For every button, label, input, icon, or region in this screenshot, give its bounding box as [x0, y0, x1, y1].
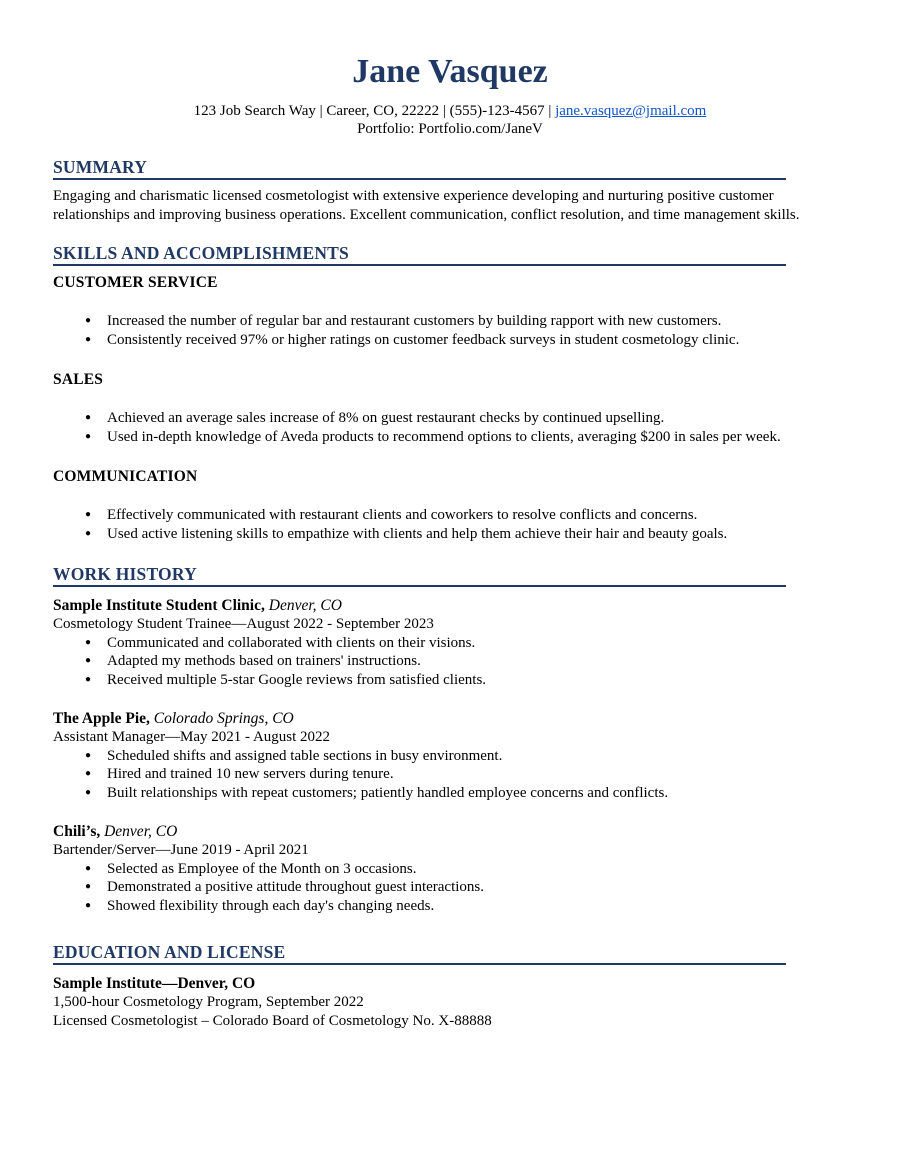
job-title-dates: Assistant Manager—May 2021 - August 2022 — [53, 729, 331, 745]
job-title-dates: Bartender/Server—June 2019 - April 2021 — [53, 842, 309, 858]
skill-group-communication — [53, 468, 847, 543]
bullet-item: ● Effectively communicated with restaurant clients and coworkers to resolve conflicts and concerns. — [53, 506, 847, 525]
company-location: Denver, CO — [104, 823, 178, 840]
skills-section — [53, 244, 847, 543]
contact-block — [53, 102, 847, 138]
bullet-item: ● Hired and trained 10 new servers during tenure. — [53, 765, 847, 784]
bullet-item: ● Scheduled shifts and assigned table sections in busy environment. — [53, 747, 847, 766]
skill-group-title: SALES — [53, 371, 104, 388]
bullet-item: ● Demonstrated a positive attitude throughout guest interactions. — [53, 878, 847, 897]
bullet-item: ● Showed flexibility through each day's changing needs. — [53, 897, 847, 916]
education-line: 1,500-hour Cosmetology Program, September 2022 — [53, 994, 364, 1010]
bullet-item: ● Consistently received 97% or higher ratings on customer feedback surveys in student cosmetology clinic. — [53, 331, 847, 350]
company-location: Colorado Springs, CO — [153, 710, 294, 727]
skill-group-title: COMMUNICATION — [53, 468, 198, 485]
skill-group-bullets — [53, 409, 847, 446]
bullet-item: ● Selected as Employee of the Month on 3 occasions. — [53, 860, 847, 879]
education-entry — [53, 974, 847, 1030]
education-school: Sample Institute—Denver, CO — [53, 975, 256, 992]
skill-group-sales — [53, 371, 847, 446]
bullet-item: ● Adapted my methods based on trainers' instructions. — [53, 652, 847, 671]
bullet-item: ● Used in-depth knowledge of Aveda products to recommend options to clients, averaging $200 in sales per week. — [53, 428, 847, 447]
job-bullets — [53, 634, 847, 690]
job-company-line — [53, 822, 847, 841]
portfolio-line: Portfolio: Portfolio.com/JaneV — [357, 121, 543, 137]
company-name: Chili’s, — [53, 823, 101, 840]
email-link[interactable]: jane.vasquez@jmail.com — [555, 103, 707, 119]
summary-section — [53, 158, 847, 224]
bullet-item: ● Received multiple 5-star Google reviews from satisfied clients. — [53, 671, 847, 690]
bullet-item: ● Communicated and collaborated with clients on their visions. — [53, 634, 847, 653]
job-company-line — [53, 596, 847, 615]
summary-paragraph: Engaging and charismatic licensed cosmetologist with extensive experience developing and nurturing positive customer relationships and improving business operations. Excellent communication, conflict resolution, and time management skills. — [53, 188, 800, 223]
skill-group-title: CUSTOMER SERVICE — [53, 274, 218, 291]
skill-group-customer-service — [53, 274, 847, 349]
job-entry — [53, 709, 847, 802]
person-name: Jane Vasquez — [352, 53, 548, 90]
job-title-dates: Cosmetology Student Trainee—August 2022 - September 2023 — [53, 616, 434, 632]
bullet-item: ● Built relationships with repeat customers; patiently handled employee concerns and conflicts. — [53, 784, 847, 803]
job-bullets — [53, 860, 847, 916]
education-section — [53, 943, 847, 1030]
education-heading: EDUCATION AND LICENSE — [53, 943, 786, 965]
job-entry — [53, 822, 847, 915]
company-name: Sample Institute Student Clinic, — [53, 597, 265, 614]
skill-group-bullets — [53, 506, 847, 543]
work-history-section — [53, 565, 847, 915]
skills-heading: SKILLS AND ACCOMPLISHMENTS — [53, 244, 786, 266]
job-entry — [53, 596, 847, 689]
contact-text: 123 Job Search Way | Career, CO, 22222 | (555)-123-4567 | — [193, 103, 556, 119]
skill-group-bullets — [53, 312, 847, 349]
work-history-heading: WORK HISTORY — [53, 565, 786, 587]
contact-line — [53, 102, 847, 120]
bullet-item: ● Achieved an average sales increase of 8% on guest restaurant checks by continued upselling. — [53, 409, 847, 428]
company-name: The Apple Pie, — [53, 710, 150, 727]
resume-header — [53, 52, 847, 138]
summary-heading: SUMMARY — [53, 158, 786, 180]
bullet-item: ● Used active listening skills to empathize with clients and help them achieve their hair and beauty goals. — [53, 525, 847, 544]
education-line: Licensed Cosmetologist – Colorado Board of Cosmetology No. X-88888 — [53, 1012, 492, 1029]
company-location: Denver, CO — [268, 597, 342, 614]
job-bullets — [53, 747, 847, 803]
job-company-line — [53, 709, 847, 728]
bullet-item: ● Increased the number of regular bar and restaurant customers by building rapport with new customers. — [53, 312, 847, 331]
